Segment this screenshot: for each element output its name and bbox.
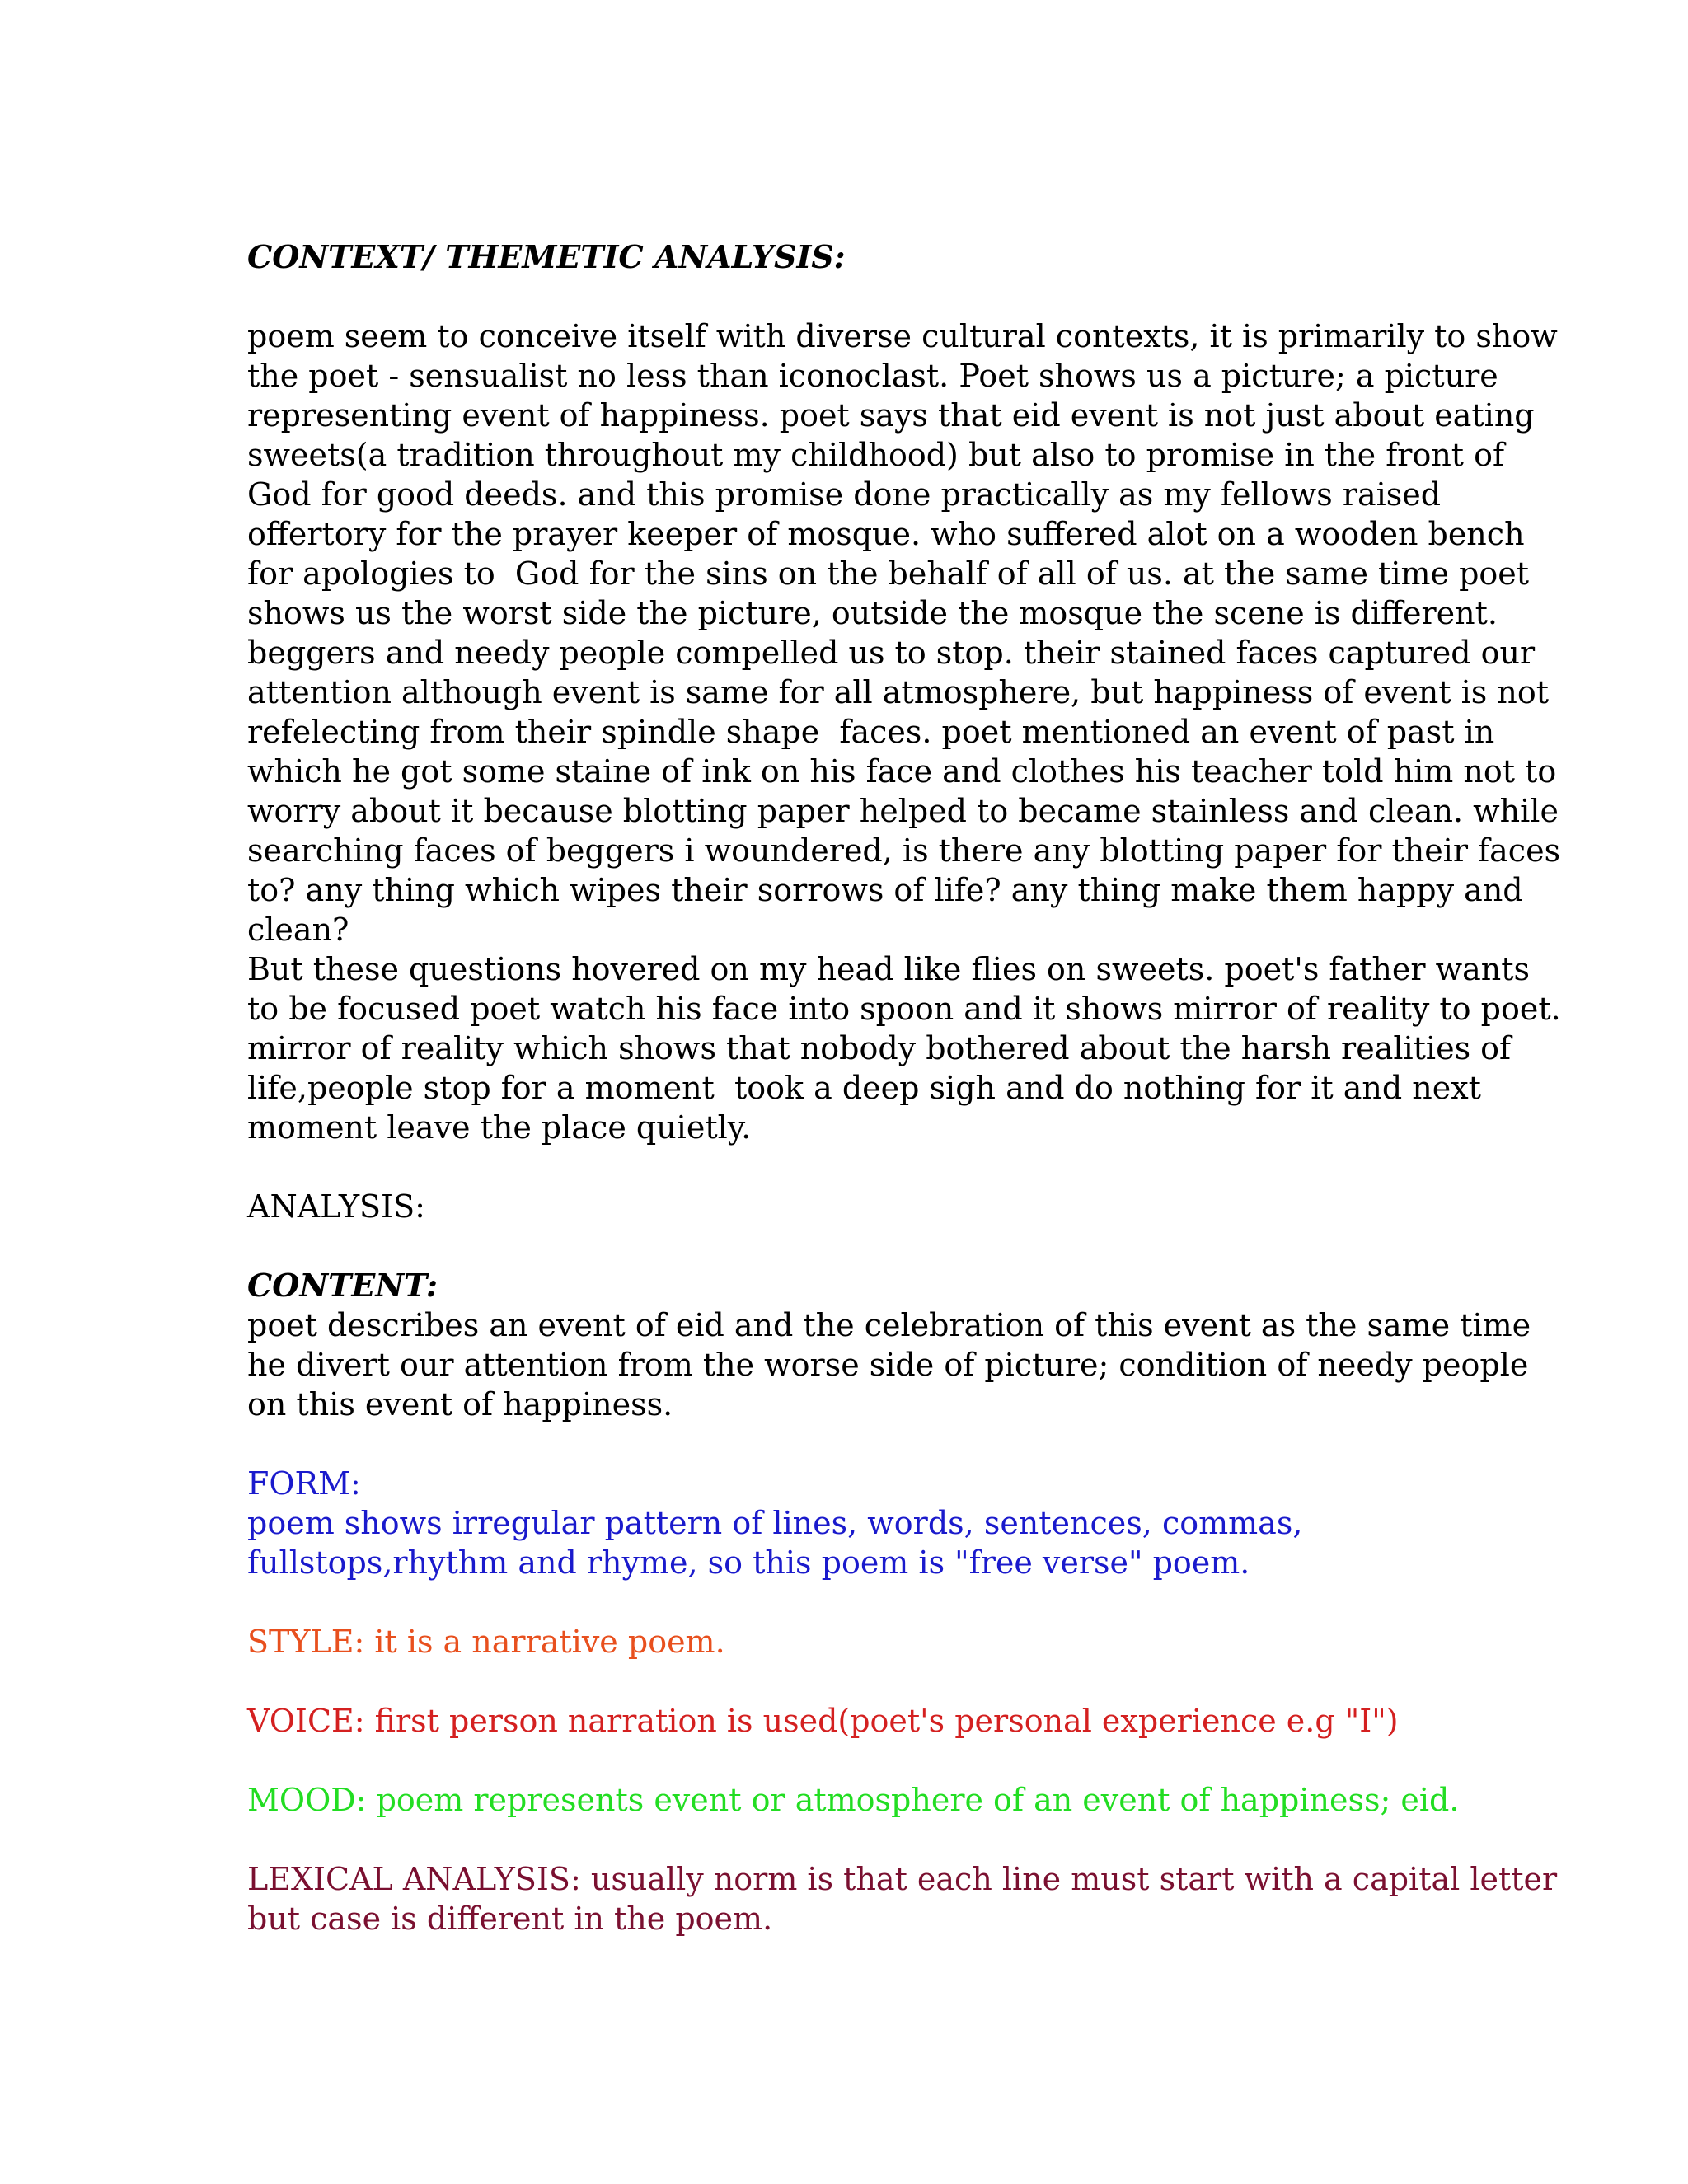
spacer (247, 1820, 1451, 1859)
spacer (247, 1226, 1451, 1266)
spacer (247, 1741, 1451, 1780)
content-line: on this event of happiness. (247, 1386, 673, 1422)
context-line: refelecting from their spindle shape faces. poet mentioned an event of past in (247, 714, 1495, 750)
spacer (247, 277, 1451, 316)
context-line: shows us the worst side the picture, outside the mosque the scene is different. (247, 595, 1498, 631)
context-line: sweets(a tradition throughout my childhood) but also to promise in the front of (247, 437, 1505, 473)
context-line: life,people stop for a moment took a deep sigh and do nothing for it and next (247, 1070, 1481, 1106)
content-paragraph (247, 1305, 1531, 1424)
context-line: which he got some staine of ink on his face and clothes his teacher told him not to (247, 753, 1557, 790)
spacer (247, 1582, 1451, 1622)
context-line: worry about it because blotting paper helped to became stainless and clean. while (247, 793, 1559, 829)
context-line: to be focused poet watch his face into spoon and it shows mirror of reality to poet. (247, 991, 1561, 1027)
document-page (247, 237, 1561, 1938)
spacer (247, 1424, 1451, 1464)
context-line: poem seem to conceive itself with diverse cultural contexts, it is primarily to show (247, 318, 1558, 354)
lexical-line: LEXICAL ANALYSIS: usually norm is that each line must start with a capital letter (247, 1861, 1558, 1897)
context-line: But these questions hovered on my head like flies on sweets. poet's father wants (247, 951, 1531, 987)
content-heading: CONTENT: (247, 1267, 438, 1304)
content-line: poet describes an event of eid and the celebration of this event as the same time (247, 1307, 1531, 1343)
context-line: representing event of happiness. poet says that eid event is not just about eating (247, 397, 1535, 434)
voice-line: VOICE: first person narration is used(poet's personal experience e.g "I") (247, 1703, 1399, 1739)
form-line: fullstops,rhythm and rhyme, so this poem is "free verse" poem. (247, 1544, 1250, 1581)
context-line: the poet - sensualist no less than iconoclast. Poet shows us a picture; a picture (247, 358, 1498, 394)
analysis-heading: ANALYSIS: (247, 1188, 425, 1225)
lexical-section (247, 1859, 1558, 1938)
lexical-line: but case is different in the poem. (247, 1900, 773, 1937)
context-line: searching faces of beggers i woundered, is there any blotting paper for their faces (247, 832, 1561, 869)
context-line: God for good deeds. and this promise done practically as my fellows raised (247, 476, 1442, 513)
context-paragraph (247, 316, 1561, 1147)
context-line: for apologies to God for the sins on the behalf of all of us. at the same time poet (247, 555, 1530, 592)
form-line: poem shows irregular pattern of lines, words, sentences, commas, (247, 1505, 1303, 1541)
context-line: to? any thing which wipes their sorrows of life? any thing make them happy and (247, 872, 1523, 908)
spacer (247, 1661, 1451, 1701)
context-line: clean? (247, 912, 349, 948)
form-section (247, 1464, 1451, 1582)
spacer (247, 1147, 1451, 1187)
context-heading: CONTEXT/ THEMETIC ANALYSIS: (247, 238, 846, 275)
context-line: beggers and needy people compelled us to stop. their stained faces captured our (247, 635, 1536, 671)
context-line: attention although event is same for all atmosphere, but happiness of event is not (247, 674, 1549, 710)
context-line: mirror of reality which shows that nobody bothered about the harsh realities of (247, 1030, 1512, 1066)
context-line: moment leave the place quietly. (247, 1109, 752, 1146)
context-line: offertory for the prayer keeper of mosque. who suffered alot on a wooden bench (247, 516, 1525, 552)
form-heading: FORM: (247, 1465, 361, 1502)
mood-line: MOOD: poem represents event or atmosphere of an event of happiness; eid. (247, 1782, 1460, 1818)
style-line: STYLE: it is a narrative poem. (247, 1624, 725, 1660)
content-line: he divert our attention from the worse side of picture; condition of needy people (247, 1347, 1529, 1383)
